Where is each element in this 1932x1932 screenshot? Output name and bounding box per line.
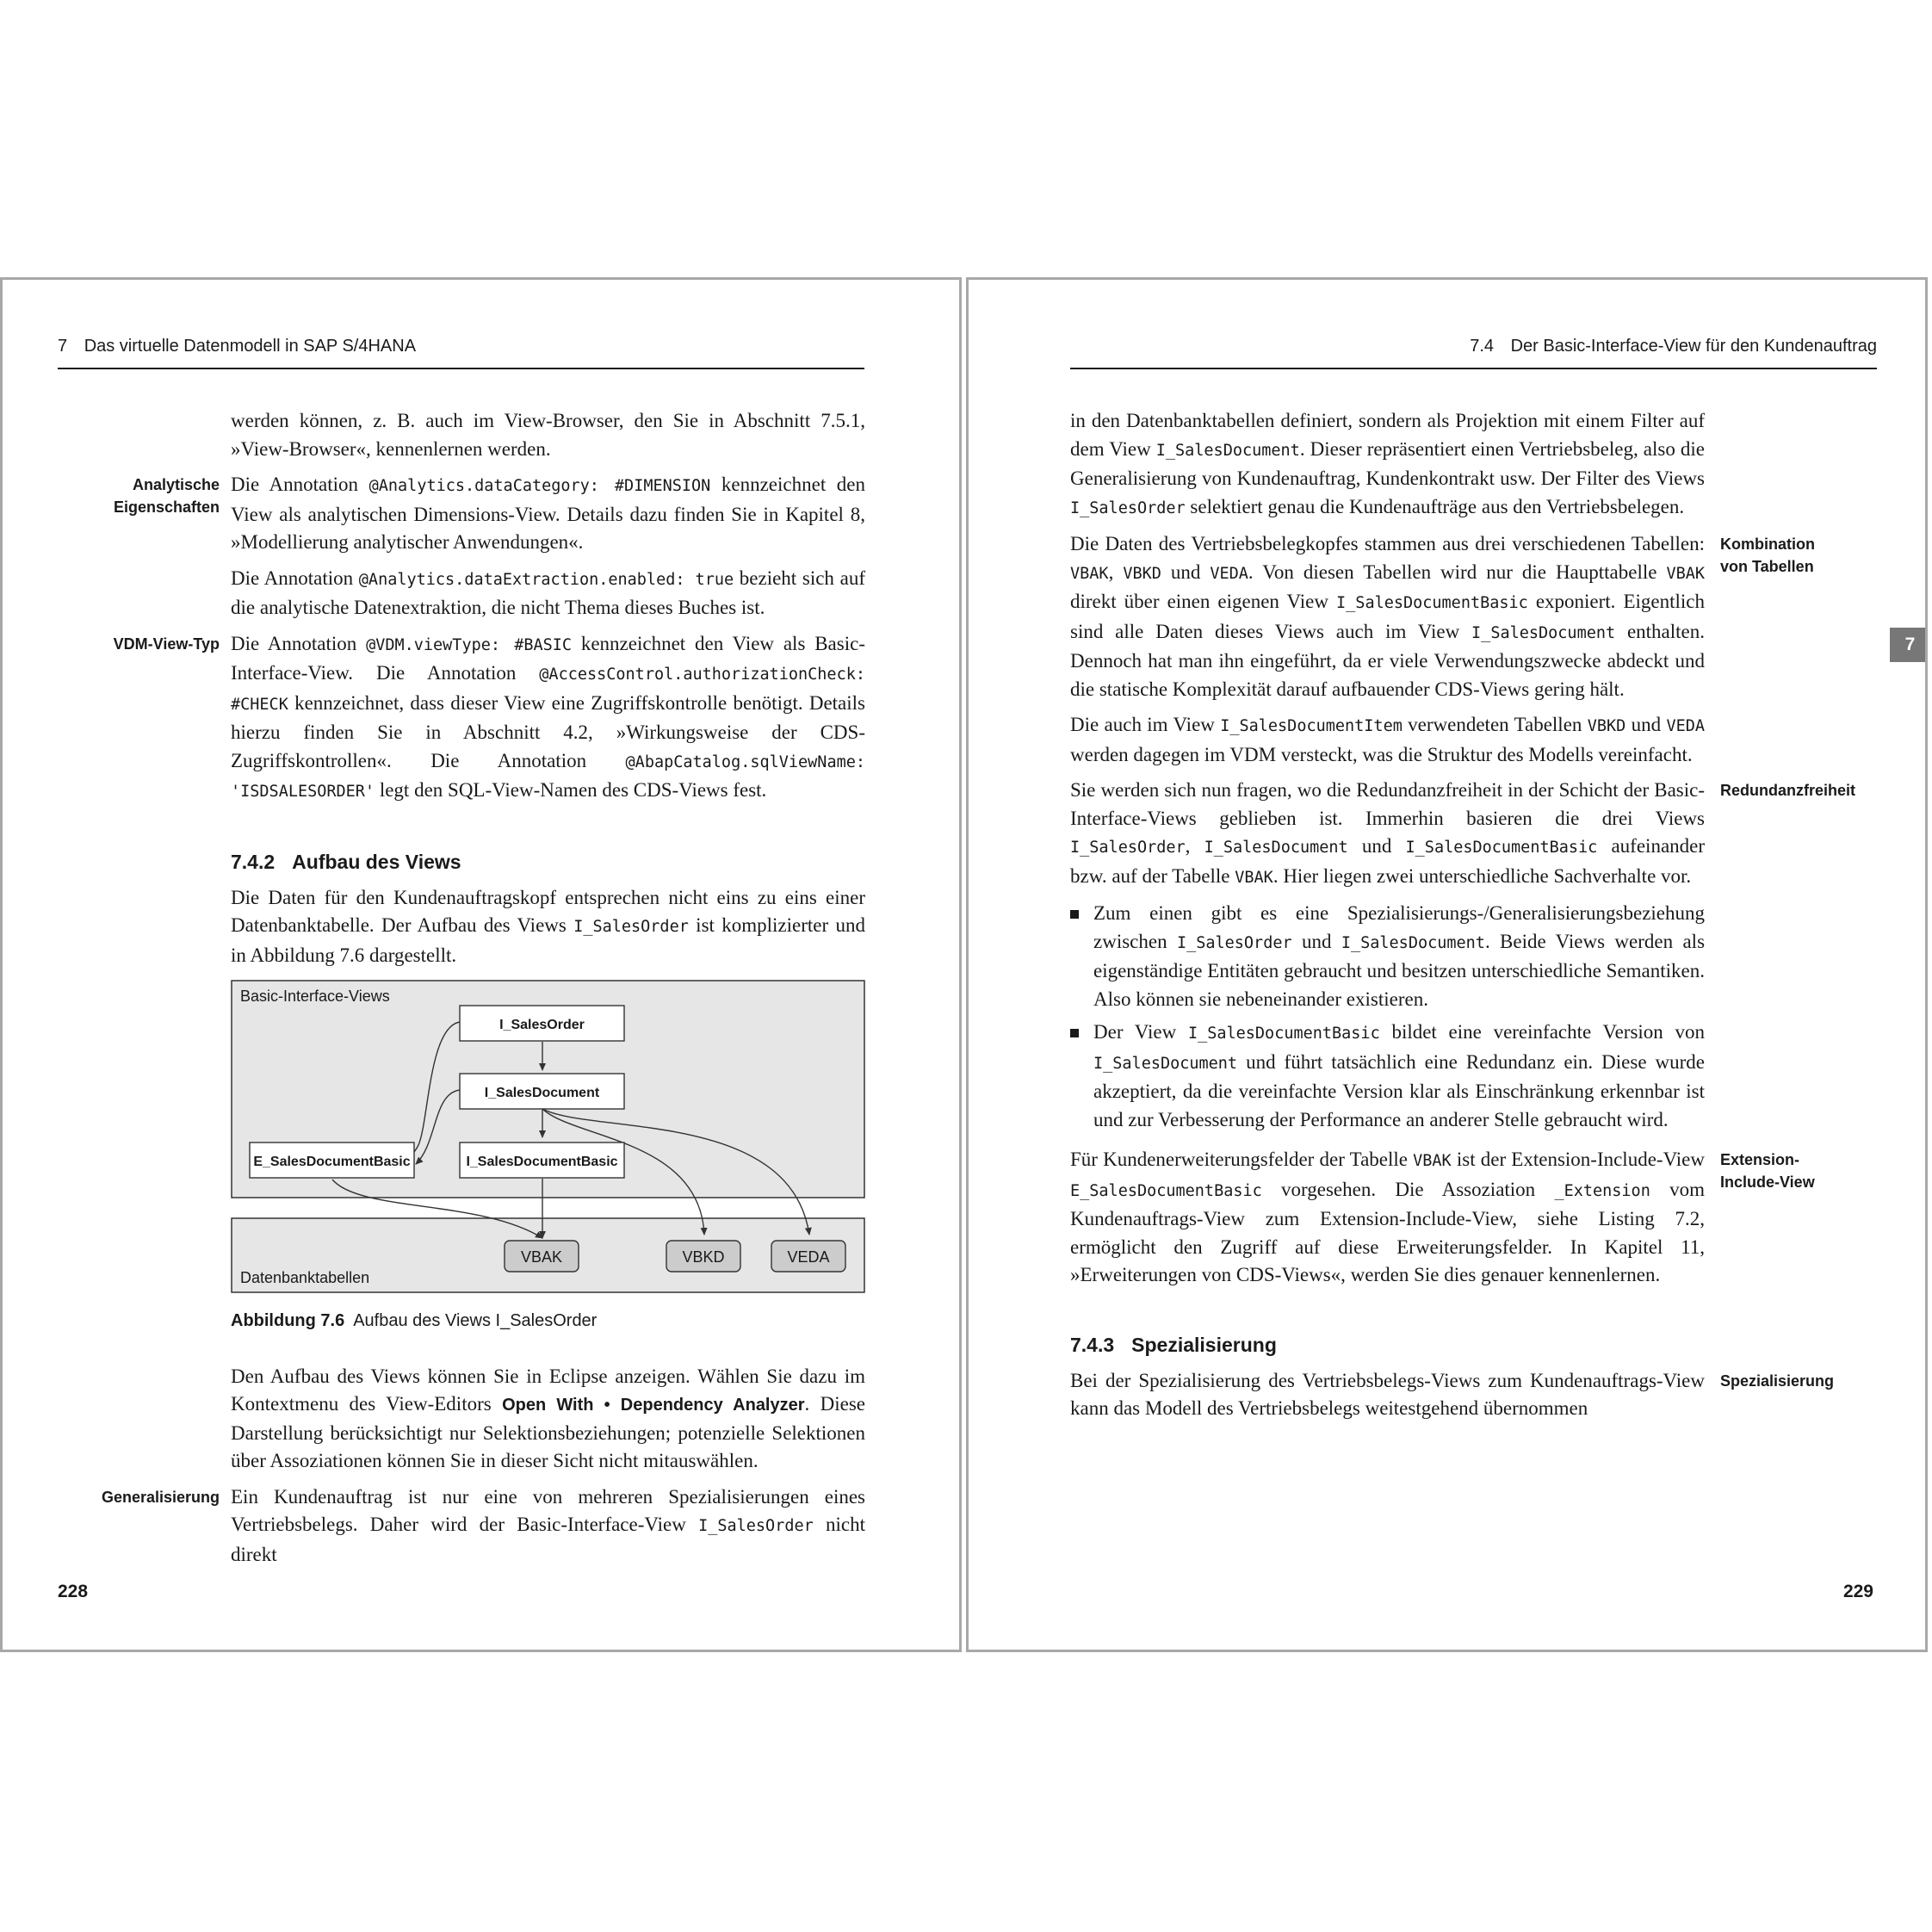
margin-label-extension-include-view: Extension- Include-View	[1720, 1151, 1815, 1191]
code: @VDM.viewType: #BASIC	[366, 635, 573, 654]
text: Die Annotation	[231, 567, 359, 589]
paragraph	[1070, 407, 1705, 523]
text: vom Kundenauftrags-View zum Extension-Include-View, siehe Listing 7.2, ermöglicht den Zugriff auf diese Erweiterungsfelder. In Kapitel 11, »Erweiterungen von CDS-Views«, werden Sie dies genauer kennenlernen.	[1070, 1178, 1706, 1285]
paragraph	[1070, 1367, 1835, 1423]
text: kennzeichnet den View als Basic-Interface-View. Die Annotation	[231, 632, 865, 684]
bullet-list	[1070, 900, 1705, 1134]
text: Die auch im View	[1070, 714, 1221, 735]
code: I_SalesDocument	[1204, 839, 1348, 857]
text: Sie werden sich nun fragen, wo die Redundanzfreiheit in der Schicht der Basic-Interface-Views geblieben ist. Immerhin basieren die drei Views	[1070, 779, 1705, 829]
running-header	[1070, 331, 1877, 369]
code: VBAK	[1235, 868, 1273, 887]
text: in den Datenbanktabellen definiert, sondern als Projektion mit einem Filter auf dem View	[1070, 410, 1705, 460]
paragraph	[231, 565, 865, 622]
section-number: 7.4.3	[1070, 1333, 1115, 1356]
text: . Dieser repräsentiert einen Vertriebsbeleg, also die Generalisierung von Kundenauftrag, Kundenkontrakt usw. Der Filter des Views	[1070, 437, 1705, 489]
code: @Analytics.dataCategory: #DIMENSION	[368, 477, 711, 495]
node-i-salesorder-label: I_SalesOrder	[499, 1018, 585, 1032]
text: Für Kundenerweiterungsfelder der Tabelle	[1070, 1149, 1414, 1170]
margin-label-kombination-von-tabellen: Kombination von Tabellen	[1720, 536, 1815, 575]
text: und	[1347, 835, 1406, 857]
paragraph	[231, 884, 865, 970]
group-views-label: Basic-Interface-Views	[240, 988, 390, 1005]
code: VBKD	[1587, 717, 1626, 735]
text: Bei der Spezialisierung des Vertriebsbelegs-Views zum Kundenauftrags-View kann das Modell des Vertriebsbelegs weitestgehend übernommen	[1070, 1369, 1705, 1419]
text: Die Annotation	[231, 474, 369, 495]
section-heading	[231, 848, 865, 876]
margin-label-spezialisierung: Spezialisierung	[1720, 1372, 1835, 1390]
text: . Hier liegen zwei unterschiedliche Sachverhalte vor.	[1273, 864, 1692, 887]
running-header	[58, 331, 864, 369]
caption-text: Aufbau des Views I_SalesOrder	[353, 1311, 598, 1330]
code: I_SalesDocument	[1341, 933, 1485, 952]
code: I_SalesDocumentItem	[1220, 717, 1403, 735]
code: I_SalesDocument	[1155, 441, 1300, 460]
text: Die Annotation	[231, 632, 367, 654]
page-number: 229	[1842, 1582, 1873, 1601]
text: vorgesehen. Die Assoziation	[1261, 1178, 1555, 1200]
text: kennzeichnet, dass dieser View eine Zugriffskontrolle benötigt. Details hierzu finden Sie in Abschnitt 4.2, »Wirkungsweise der CDS-Zugriffskontrollen«. Die Annotation	[231, 691, 865, 771]
node-e-salesdocumentbasic-label: E_SalesDocumentBasic	[253, 1155, 411, 1169]
text: exponiert. Eigentlich sind alle Daten dieses Views auch im View	[1070, 591, 1705, 642]
text: selektiert genau die Kundenaufträge aus den Vertriebsbelegen.	[1185, 495, 1685, 517]
code: I_SalesDocument	[1093, 1054, 1238, 1073]
paragraph	[1070, 711, 1705, 769]
chapter-number: 7	[58, 337, 68, 356]
code: I_SalesOrder	[573, 918, 689, 936]
right-body-text	[1070, 407, 1856, 1431]
menu-path: Open With • Dependency Analyzer	[502, 1396, 805, 1415]
text: kennzeichnet den View als analytischen Dimensions-View. Details dazu finden Sie in Kapitel 8, »Modellierung analytischer Anwendungen«.	[231, 474, 866, 553]
section-heading	[1070, 1331, 1705, 1359]
node-i-salesdocument-label: I_SalesDocument	[484, 1086, 600, 1100]
text: Der View	[1093, 1021, 1188, 1043]
left-body-text	[101, 407, 866, 1576]
code: _Extension	[1554, 1181, 1650, 1200]
paragraph	[1070, 530, 1815, 703]
text: nicht direkt	[231, 1514, 865, 1565]
margin-label-analytische-eigenschaften: Analytische Eigenschaften	[113, 476, 220, 516]
code: VEDA	[1666, 717, 1705, 735]
group-tables-label: Datenbanktabellen	[240, 1269, 370, 1286]
table-vbak-label: VBAK	[520, 1248, 563, 1266]
text: werden können, z. B. auch im View-Browser, den Sie in Abschnitt 7.5.1, »View-Browser«, kennenlernen werden.	[231, 410, 865, 460]
margin-label-redundanzfreiheit: Redundanzfreiheit	[1720, 782, 1856, 799]
text: verwendeten Tabellen	[1402, 714, 1588, 735]
code: @AccessControl.authorizationCheck: #CHECK	[231, 666, 865, 714]
page-number: 228	[58, 1582, 89, 1601]
text: ist komplizierter und in Abbildung 7.6 dargestellt.	[231, 914, 865, 966]
code: @AbapCatalog.sqlViewName: 'ISDSALESORDER'	[231, 752, 865, 801]
text: . Von diesen Tabellen wird nur die Haupttabelle	[1248, 560, 1667, 583]
code: VBAK	[1413, 1152, 1452, 1170]
code: I_SalesDocumentBasic	[1336, 594, 1528, 612]
text: Die Daten für den Kundenauftragskopf entsprechen nicht eins zu eins einer Datenbanktabelle. Der Aufbau des Views	[231, 886, 865, 936]
code: I_SalesOrder	[698, 1517, 814, 1535]
node-i-salesdocumentbasic-label: I_SalesDocumentBasic	[466, 1155, 618, 1169]
text: Zum einen gibt es eine Spezialisierungs-/Generalisierungsbeziehung zwischen	[1093, 902, 1705, 952]
code: I_SalesDocumentBasic	[1187, 1025, 1380, 1043]
text: Ein Kundenauftrag ist nur eine von mehreren Spezialisierungen eines Vertriebsbelegs. Daher wird der Basic-Interface-View	[231, 1485, 865, 1535]
margin-label-vdm-view-typ: VDM-View-Typ	[113, 635, 220, 653]
paragraph	[113, 471, 866, 557]
text: aufeinander bzw. auf der Tabelle	[1070, 835, 1706, 887]
text: . Beide Views werden als eigenständige Entitäten gebraucht und besitzen unterschiedliche Semantiken. Also können sie nebeneinander existieren.	[1093, 930, 1706, 1010]
text: ,	[1185, 835, 1204, 857]
text: werden dagegen im VDM versteckt, was die Struktur des Modells vereinfacht.	[1070, 743, 1693, 765]
text: ,	[1108, 560, 1124, 583]
paragraph	[101, 1483, 865, 1570]
dependency-diagram	[231, 980, 865, 1298]
list-item	[1070, 900, 1705, 1013]
section-number: 7.4	[1470, 337, 1495, 356]
table-vbkd-label: VBKD	[682, 1248, 725, 1266]
code: VEDA	[1210, 564, 1248, 583]
list-item	[1070, 1019, 1705, 1134]
code: VBAK	[1070, 564, 1109, 583]
right-page	[966, 277, 1928, 1652]
code: VBKD	[1123, 564, 1161, 583]
figure-caption	[231, 1307, 865, 1335]
text: . Diese Darstellung berücksichtigt nur Selektionsbeziehungen; potenzielle Selektionen über Assoziationen können Sie in dieser Sicht nicht mitauswählen.	[231, 1393, 866, 1471]
code: E_SalesDocumentBasic	[1070, 1181, 1262, 1200]
section-number: 7.4.2	[231, 850, 276, 873]
code: I_SalesDocumentBasic	[1405, 839, 1598, 857]
code: @Analytics.dataExtraction.enabled: true	[358, 570, 734, 589]
paragraph	[1070, 1146, 1815, 1290]
text: Die Daten des Vertriebsbelegkopfes stammen aus drei verschiedenen Tabellen:	[1070, 533, 1705, 554]
text: direkt über einen eigenen View	[1070, 591, 1337, 612]
text: legt den SQL-View-Namen des CDS-Views fest.	[375, 779, 767, 801]
table-veda-label: VEDA	[787, 1248, 830, 1266]
paragraph	[231, 407, 865, 463]
code: I_SalesOrder	[1176, 933, 1292, 952]
text: bildet eine vereinfachte Version von	[1379, 1021, 1706, 1043]
chapter-title: Das virtuelle Datenmodell in SAP S/4HANA	[84, 337, 417, 356]
code: I_SalesOrder	[1070, 839, 1186, 857]
text: bezieht sich auf die analytische Datenextraktion, die nicht Thema dieses Buches ist.	[231, 567, 865, 618]
text: und	[1161, 560, 1211, 583]
text: und	[1291, 930, 1341, 952]
section-title: Aufbau des Views	[292, 850, 461, 873]
text: und	[1625, 714, 1667, 735]
paragraph	[113, 630, 865, 807]
chapter-thumb-tab: 7	[1890, 628, 1928, 662]
text: Den Aufbau des Views können Sie in Eclipse anzeigen. Wählen Sie dazu im Kontextmenu des View-Editors	[231, 1365, 865, 1415]
paragraph	[1070, 777, 1856, 892]
code: I_SalesOrder	[1070, 498, 1186, 517]
left-page	[0, 277, 962, 1652]
code: I_SalesDocument	[1471, 623, 1616, 642]
figure-7-6	[231, 980, 865, 1335]
text: ist der Extension-Include-View	[1451, 1149, 1706, 1170]
code: VBAK	[1666, 564, 1706, 583]
text: enthalten. Dennoch hat man ihn eingeführt, da er viele Verwendungszwecke abdeckt und die statische Komplexität darauf aufbauender CDS-Views gering hält.	[1070, 620, 1706, 700]
section-title: Der Basic-Interface-View für den Kundenauftrag	[1510, 337, 1877, 356]
paragraph	[231, 1363, 865, 1476]
section-title: Spezialisierung	[1131, 1333, 1277, 1356]
text: und führt tatsächlich eine Redundanz ein. Diese wurde akzeptiert, da die vereinfachte Version klar als Einschränkung erkennbar ist und zur Verbesserung der Performance an anderer Stelle gebraucht wird.	[1093, 1050, 1705, 1130]
margin-label-generalisierung: Generalisierung	[101, 1488, 220, 1506]
caption-label: Abbildung 7.6	[231, 1311, 345, 1330]
